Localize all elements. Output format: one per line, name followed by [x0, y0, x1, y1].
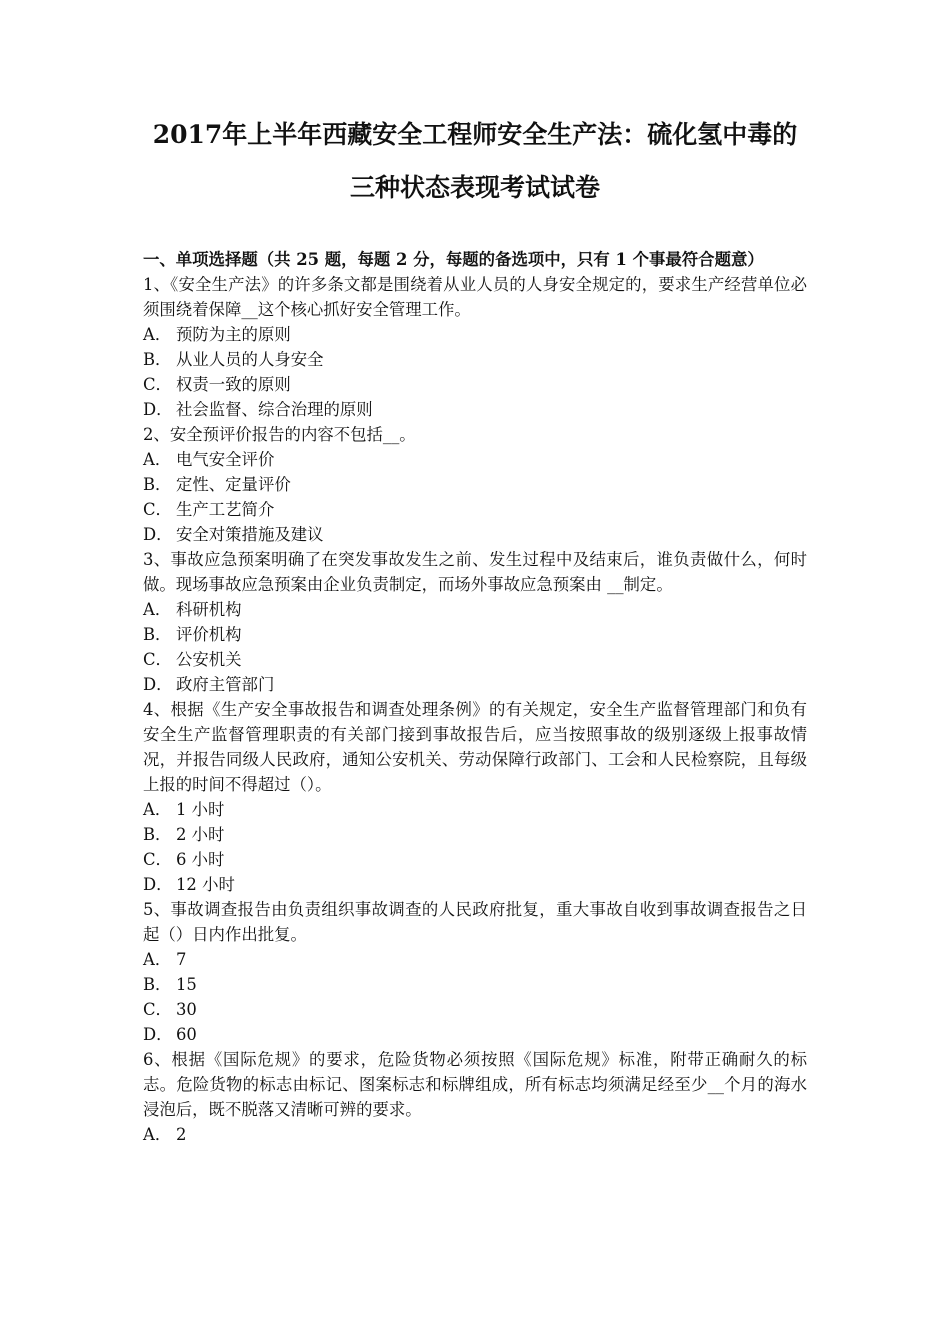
option-letter: D．	[143, 1025, 173, 1044]
question-1	[143, 272, 807, 422]
option-letter: C．	[143, 500, 172, 519]
option-text: 社会监督、综合治理的原则	[176, 400, 373, 419]
option-text: 7	[176, 950, 187, 969]
option-letter: A．	[143, 950, 172, 969]
option-letter: D．	[143, 875, 173, 894]
option-letter: C．	[143, 375, 172, 394]
option-letter: D．	[143, 525, 173, 544]
option-letter: A．	[143, 325, 172, 344]
question-stem: 6、根据《国际危规》的要求，危险货物必须按照《国际危规》标准，附带正确耐久的标志。危险货物的标志由标记、图案标志和标牌组成，所有标志均须满足经至少__个月的海水浸泡后，既不脱落又清晰可辨的要求。	[143, 1050, 807, 1119]
question-6	[143, 1047, 807, 1147]
option-letter: A．	[143, 600, 172, 619]
option-letter: A．	[143, 800, 172, 819]
option-b	[143, 347, 807, 372]
option-b	[143, 822, 807, 847]
question-2	[143, 422, 807, 547]
option-text: 2 小时	[176, 825, 225, 844]
option-letter: B．	[143, 350, 172, 369]
option-d	[143, 672, 807, 697]
document-title-line-1: 2017年上半年西藏安全工程师安全生产法：硫化氢中毒的	[152, 120, 798, 149]
option-letter: B．	[143, 825, 172, 844]
option-text: 科研机构	[176, 600, 242, 619]
question-4	[143, 697, 807, 897]
option-a	[143, 797, 807, 822]
option-a	[143, 322, 807, 347]
option-letter: C．	[143, 650, 172, 669]
section-heading: 一、单项选择题（共 25 题，每题 2 分，每题的备选项中，只有 1 个事最符合题意）	[143, 250, 764, 269]
option-letter: C．	[143, 1000, 172, 1019]
option-text: 预防为主的原则	[176, 325, 291, 344]
option-text: 生产工艺简介	[176, 500, 275, 519]
question-stem: 2、安全预评价报告的内容不包括__。	[143, 425, 416, 444]
option-c	[143, 997, 807, 1022]
option-text: 电气安全评价	[176, 450, 275, 469]
question-stem: 4、根据《生产安全事故报告和调查处理条例》的有关规定，安全生产监督管理部门和负有安全生产监督管理职责的有关部门接到事故报告后，应当按照事故的级别逐级上报事故情况，并报告同级人民政府，通知公安机关、劳动保障行政部门、工会和人民检察院，且每级上报的时间不得超过（）。	[143, 700, 807, 794]
option-text: 6 小时	[176, 850, 225, 869]
option-text: 安全对策措施及建议	[176, 525, 324, 544]
option-c	[143, 372, 807, 397]
option-c	[143, 647, 807, 672]
option-a	[143, 597, 807, 622]
question-3	[143, 547, 807, 697]
option-a	[143, 1122, 807, 1147]
option-d	[143, 1022, 807, 1047]
option-text: 从业人员的人身安全	[176, 350, 324, 369]
option-b	[143, 972, 807, 997]
option-letter: B．	[143, 475, 172, 494]
option-text: 权责一致的原则	[176, 375, 291, 394]
option-letter: A．	[143, 450, 172, 469]
option-text: 政府主管部门	[176, 675, 275, 694]
option-letter: B．	[143, 975, 172, 994]
option-text: 30	[176, 1000, 197, 1019]
option-d	[143, 872, 807, 897]
option-a	[143, 947, 807, 972]
option-d	[143, 522, 807, 547]
option-text: 公安机关	[176, 650, 242, 669]
question-stem: 3、事故应急预案明确了在突发事故发生之前、发生过程中及结束后，谁负责做什么，何时做。现场事故应急预案由企业负责制定，而场外事故应急预案由 __制定。	[143, 550, 807, 594]
option-text: 1 小时	[176, 800, 225, 819]
option-text: 12 小时	[176, 875, 235, 894]
option-letter: D．	[143, 400, 173, 419]
question-stem: 1、《安全生产法》的许多条文都是围绕着从业人员的人身安全规定的，要求生产经营单位必须围绕着保障__这个核心抓好安全管理工作。	[143, 275, 807, 319]
option-text: 2	[176, 1125, 187, 1144]
option-c	[143, 497, 807, 522]
document-title-line-2: 三种状态表现考试试卷	[349, 173, 600, 202]
option-a	[143, 447, 807, 472]
option-letter: C．	[143, 850, 172, 869]
question-stem: 5、事故调查报告由负责组织事故调查的人民政府批复，重大事故自收到事故调查报告之日起（）日内作出批复。	[143, 900, 807, 944]
option-c	[143, 847, 807, 872]
option-text: 评价机构	[176, 625, 242, 644]
option-text: 60	[176, 1025, 197, 1044]
option-text: 定性、定量评价	[176, 475, 291, 494]
option-b	[143, 622, 807, 647]
option-letter: A．	[143, 1125, 172, 1144]
option-text: 15	[176, 975, 197, 994]
option-d	[143, 397, 807, 422]
option-letter: D．	[143, 675, 173, 694]
document-body	[143, 247, 807, 1147]
question-5	[143, 897, 807, 1047]
option-letter: B．	[143, 625, 172, 644]
option-b	[143, 472, 807, 497]
